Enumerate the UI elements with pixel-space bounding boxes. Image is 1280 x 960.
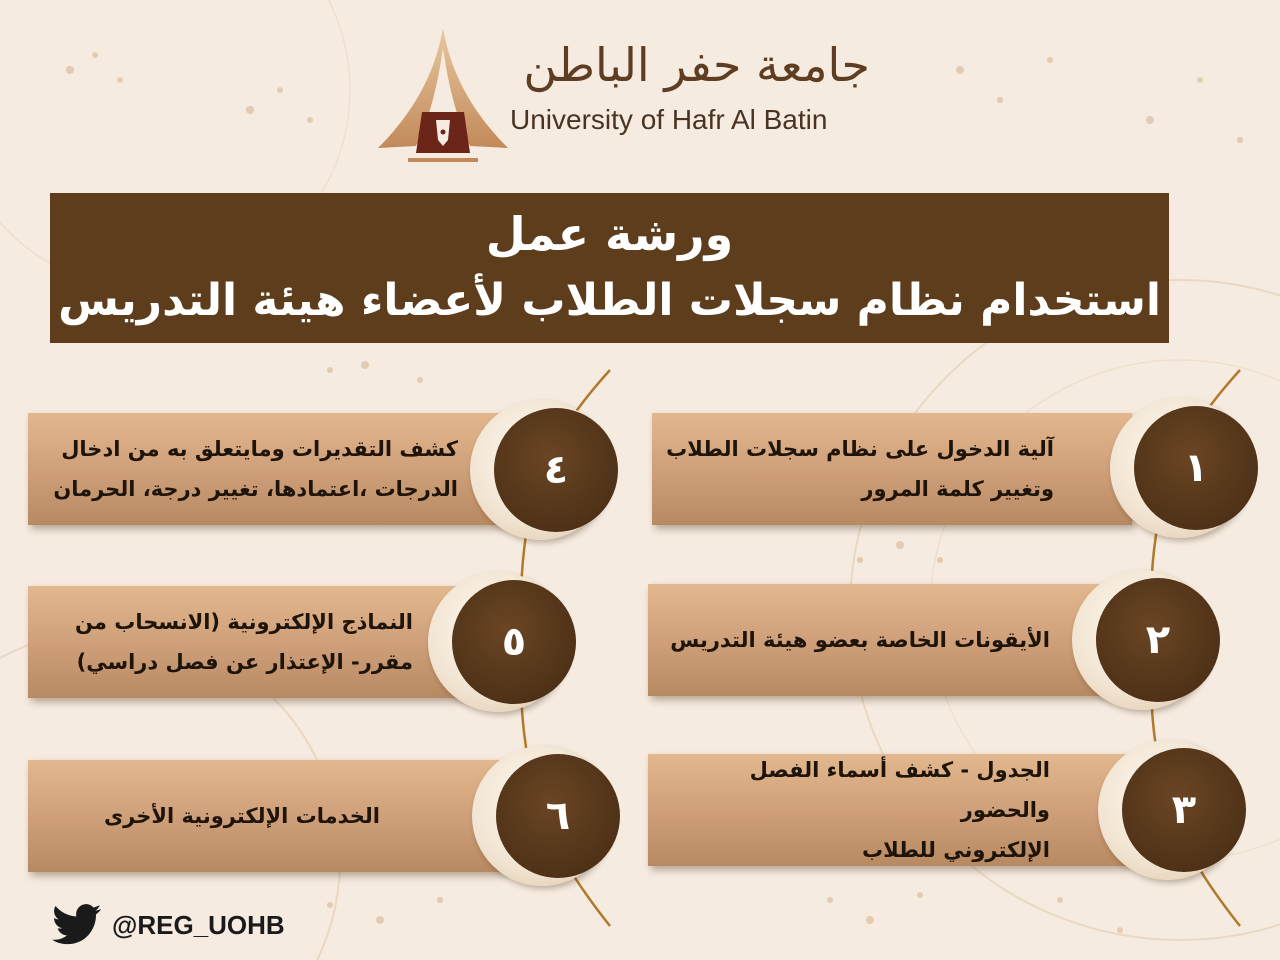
topic-3-line2: الإلكتروني للطلاب — [861, 838, 1050, 862]
university-logo-icon — [378, 28, 508, 168]
workshop-subtitle: استخدام نظام سجلات الطلاب لأعضاء هيئة التدريس — [58, 275, 1161, 326]
twitter-bird-icon — [52, 903, 102, 947]
topic-card-6 — [28, 760, 508, 872]
topic-card-2 — [648, 584, 1128, 696]
topic-card-4 — [28, 413, 508, 525]
topic-6-line1: الخدمات الإلكترونية الأخرى — [103, 804, 380, 828]
topic-4-line1: كشف التقديرات ومايتعلق به من ادخال — [61, 437, 458, 461]
topic-number-6: ٦ — [496, 754, 620, 878]
topic-card-3 — [648, 754, 1128, 866]
twitter-handle[interactable]: @REG_UOHB — [112, 910, 285, 940]
topic-3-line1: الجدول - كشف أسماء الفصل والحضور — [749, 758, 1050, 822]
topic-5-line2: مقرر- الإعتذار عن فصل دراسي) — [76, 650, 413, 674]
university-name-arabic: جامعة حفر الباطن — [523, 38, 870, 92]
topic-number-1: ١ — [1134, 406, 1258, 530]
topic-1-line2: وتغيير كلمة المرور — [861, 477, 1054, 501]
topic-number-5: ٥ — [452, 580, 576, 704]
title-banner — [50, 193, 1169, 343]
topic-4-line2: الدرجات ،اعتمادها، تغيير درجة، الحرمان — [53, 477, 458, 501]
university-name-english: University of Hafr Al Batin — [510, 104, 828, 135]
topic-number-2: ٢ — [1096, 578, 1220, 702]
topic-number-3: ٣ — [1122, 748, 1246, 872]
topic-card-1 — [652, 413, 1132, 525]
topic-5-line1: النماذج الإلكترونية (الانسحاب من — [75, 610, 413, 634]
topic-2-line1: الأيقونات الخاصة بعضو هيئة التدريس — [670, 628, 1050, 652]
topic-1-line1: آلية الدخول على نظام سجلات الطلاب — [666, 437, 1054, 461]
workshop-title: ورشة عمل — [485, 207, 734, 261]
topic-number-4: ٤ — [494, 408, 618, 532]
